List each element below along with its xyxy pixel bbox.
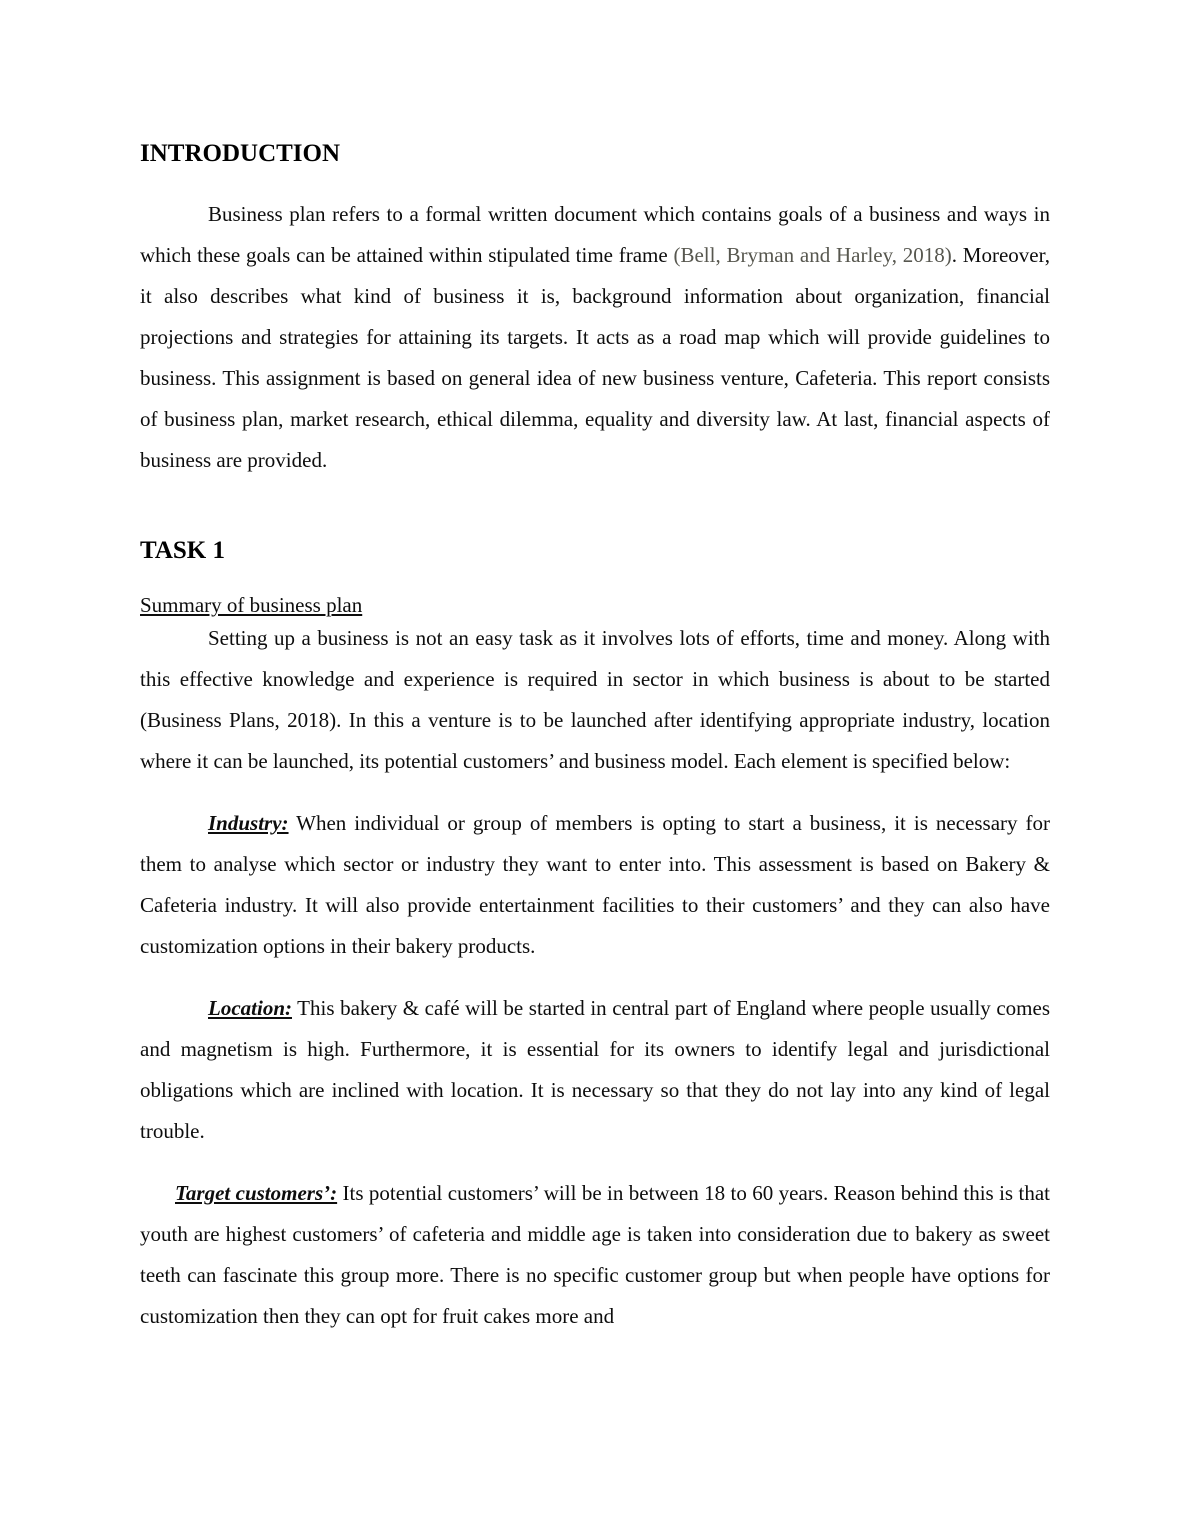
target-customers-text: Its potential customers’ will be in between 18 to 60 years. Reason behind this is that youth are highest customers’ of cafeteria and middle age is taken into consideration due to bakery as sweet teeth can fascinate this group more. There is no specific customer group but when people have options for customization then they can opt for fruit cakes more and bbox=[140, 1181, 1050, 1328]
location-paragraph bbox=[140, 988, 1050, 1152]
industry-label: Industry: bbox=[208, 811, 289, 835]
intro-text-after-citation: . Moreover, it also describes what kind of business it is, background information about organization, financial projections and strategies for attaining its targets. It acts as a road map which will provide guidelines to business. This assignment is based on general idea of new business venture, Cafeteria. This report consists of business plan, market research, ethical dilemma, equality and diversity law. At last, financial aspects of business are provided. bbox=[140, 243, 1050, 472]
target-customers-paragraph bbox=[140, 1173, 1050, 1337]
citation-bell-bryman-harley: (Bell, Bryman and Harley, 2018) bbox=[673, 243, 952, 267]
introduction-paragraph bbox=[140, 194, 1050, 481]
location-label: Location: bbox=[208, 996, 292, 1020]
summary-subheading: Summary of business plan bbox=[140, 593, 363, 617]
location-text: This bakery & café will be started in central part of England where people usually comes and magnetism is high. Furthermore, it is essential for its owners to identify legal and jurisdictional obligations which are inclined with location. It is necessary so that they do not lay into any kind of legal trouble. bbox=[140, 996, 1050, 1143]
industry-text: When individual or group of members is opting to start a business, it is necessary for them to analyse which sector or industry they want to enter into. This assessment is based on Bakery & Cafeteria industry. It will also provide entertainment facilities to their customers’ and they can also have customization options in their bakery products. bbox=[140, 811, 1050, 958]
intro-text-before-citation: Business plan refers to a formal written document which contains goals of a business and ways in which these goals can be attained within stipulated time frame bbox=[140, 202, 1050, 267]
introduction-heading: INTRODUCTION bbox=[140, 140, 341, 167]
industry-paragraph bbox=[140, 803, 1050, 967]
task1-heading: TASK 1 bbox=[140, 537, 225, 564]
summary-paragraph: Setting up a business is not an easy task as it involves lots of efforts, time and money. Along with this effective knowledge and experience is required in sector in which business is about to be started (Business Plans, 2018). In this a venture is to be launched after identifying appropriate industry, location where it can be launched, its potential customers’ and business model. Each element is specified below: bbox=[140, 626, 1050, 773]
target-customers-label: Target customers’: bbox=[175, 1181, 338, 1205]
